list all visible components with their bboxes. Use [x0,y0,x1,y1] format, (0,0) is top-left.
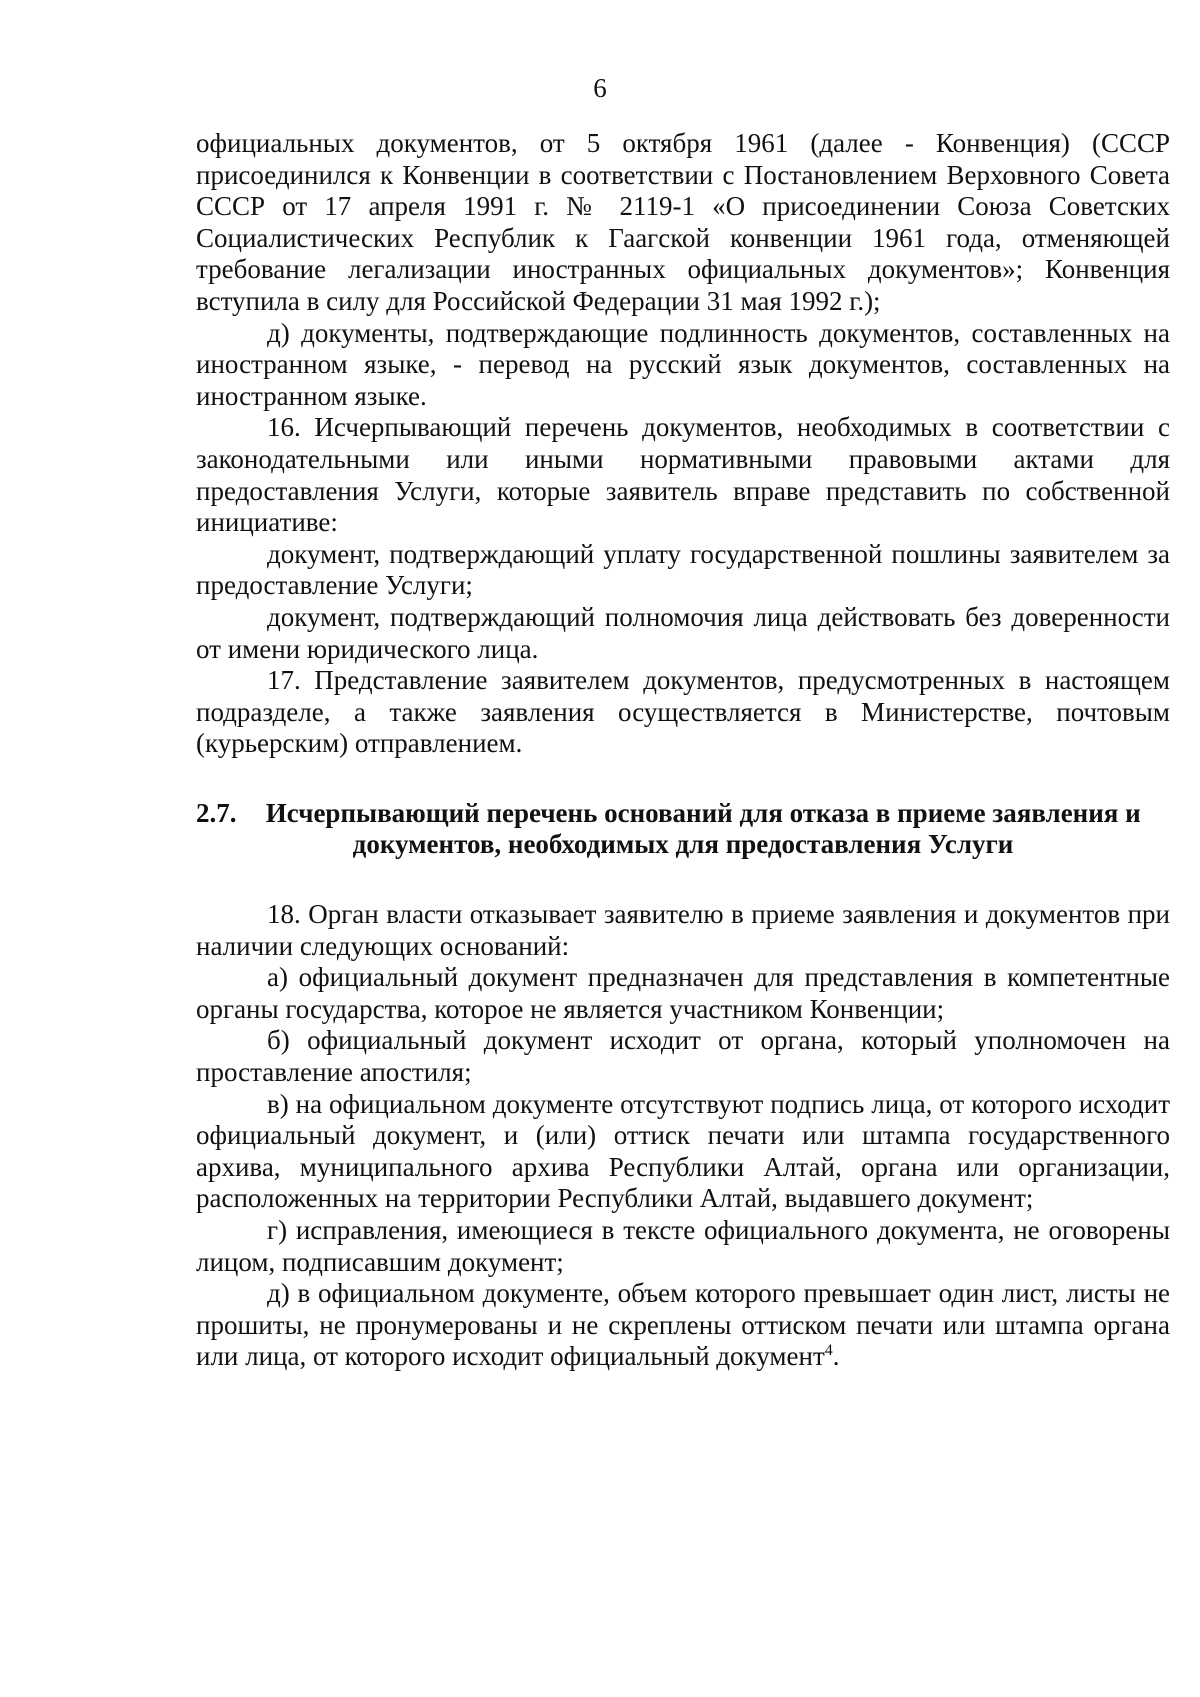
paragraph-18: 18. Орган власти отказывает заявителю в приеме заявления и документов при наличии следующих оснований: [196,899,1170,961]
paragraph-d-translation: д) документы, подтверждающие подлинность документов, составленных на иностранном языке, - перевод на русский язык документов, составленных на иностранном языке. [196,317,1170,411]
paragraph-a: а) официальный документ предназначен для представления в компетентные органы государства, которое не является участником Конвенции; [196,962,1170,1024]
document-body [196,128,1170,1373]
paragraph-v: в) на официальном документе отсутствуют подпись лица, от которого исходит официальный документ, и (или) оттиск печати или штампа государственного архива, муниципального архива Республики Алтай, органа или организации, расположенных на территории Республики Алтай, выдавшего документ; [196,1088,1170,1214]
section-number: 2.7. [196,797,237,828]
section-title: Исчерпывающий перечень оснований для отказа в приеме заявления и документов, необходимых для предоставления Услуги [265,797,1141,860]
section-heading [196,798,1170,861]
paragraph-state-fee: документ, подтверждающий уплату государственной пошлины заявителем за предоставление Услуги; [196,538,1170,601]
paragraph-b: б) официальный документ исходит от органа, который уполномочен на проставление апостиля; [196,1025,1170,1088]
continuation-paragraph: официальных документов, от 5 октября 1961 (далее - Конвенция) (СССР присоединился к Конвенции в соответствии с Постановлением Верховного Совета СССР от 17 апреля 1991 г. № 2119-1 «О присоединении Союза Советских Социалистических Республик к Гаагской конвенции 1961 года, отменяющей требование легализации иностранных официальных документов»; Конвенция вступила в силу для Российской Федерации 31 мая 1992 г.); [196,128,1170,316]
footnote-reference: 4 [824,1342,833,1360]
paragraph-g: г) исправления, имеющиеся в тексте официального документа, не оговорены лицом, подписавшим документ; [196,1215,1170,1277]
paragraph-d-sheets-ending: . [832,1341,840,1372]
paragraph-authority: документ, подтверждающий полномочия лица действовать без доверенности от имени юридического лица. [196,601,1170,664]
paragraph-d-sheets [196,1278,1170,1373]
paragraph-d-sheets-text: д) в официальном документе, объем которого превышает один лист, листы не прошиты, не пронумерованы и не скреплены оттиском печати или штампа органа или лица, от которого исходит официальный документ [196,1278,1170,1372]
paragraph-17: 17. Представление заявителем документов, предусмотренных в настоящем подразделе, а также заявления осуществляется в Министерстве, почтовым (курьерским) отправлением. [196,665,1170,759]
paragraph-16: 16. Исчерпывающий перечень документов, необходимых в соответствии с законодательными или иными нормативными правовыми актами для предоставления Услуги, которые заявитель вправе представить по собственной инициативе: [196,412,1170,538]
page-number: 6 [593,73,607,103]
